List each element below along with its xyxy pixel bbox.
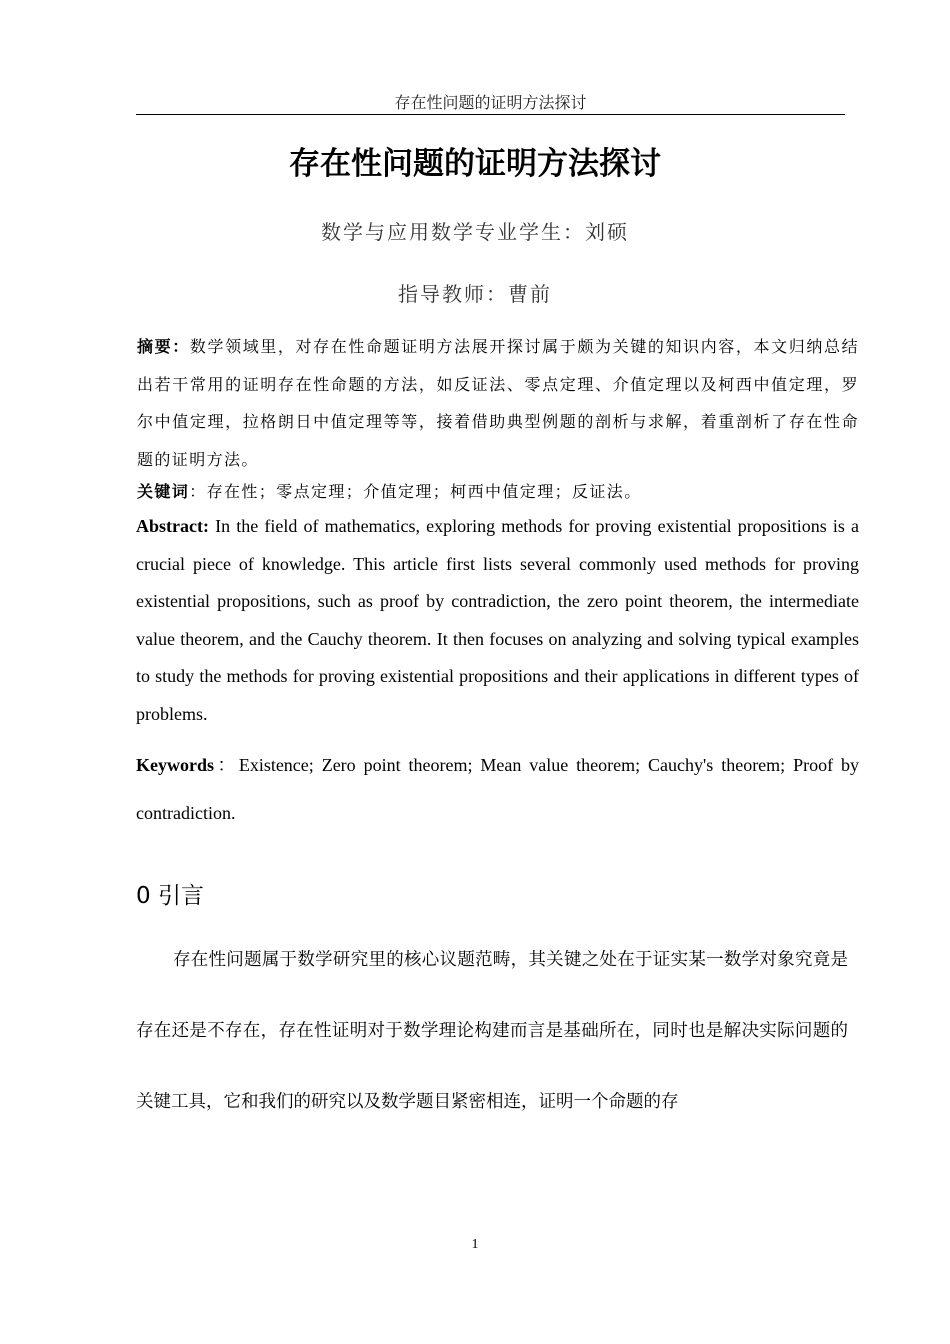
- abstract-chinese: [137, 328, 859, 478]
- keywords-english-label: Keywords: [136, 755, 214, 775]
- keywords-chinese: [137, 475, 859, 509]
- keywords-english: [136, 741, 859, 837]
- keywords-english-text: ：Existence; Zero point theorem; Mean value theorem; Cauchy's theorem; Proof by contradiction.: [136, 755, 859, 823]
- paper-title: 存在性问题的证明方法探讨: [289, 146, 661, 182]
- keywords-chinese-text: ：存在性；零点定理；介值定理；柯西中值定理；反证法。: [189, 482, 642, 501]
- abstract-english-label: Abstract:: [136, 516, 209, 536]
- section-heading-introduction: 0 引言: [136, 883, 204, 909]
- keywords-chinese-label: 关键词: [137, 482, 190, 501]
- abstract-chinese-text: 数学领域里，对存在性命题证明方法展开探讨属于颇为关键的知识内容，本文归纳总结出若干常用的证明存在性命题的方法，如反证法、零点定理、介值定理以及柯西中值定理，罗尔中值定理，拉格朗日中值定理等等，接着借助典型例题的剖析与求解，着重剖析了存在性命题的证明方法。: [137, 337, 860, 469]
- introduction-paragraph: 存在性问题属于数学研究里的核心议题范畴，其关键之处在于证实某一数学对象究竟是存在还是不存在，存在性证明对于数学理论构建而言是基础所在，同时也是解决实际问题的关键工具，它和我们的研究以及数学题目紧密相连，证明一个命题的存: [136, 950, 848, 1112]
- abstract-chinese-label: 摘要：: [137, 337, 190, 356]
- running-header: 存在性问题的证明方法探讨: [136, 92, 845, 115]
- page-number: 1: [471, 1237, 479, 1252]
- author-line: 数学与应用数学专业学生：刘硕: [321, 220, 629, 244]
- abstract-english-text: In the field of mathematics, exploring methods for proving existential propositions is a crucial piece of knowledge. This article first lists several commonly used methods for proving existential propositions, such as proof by contradiction, the zero point theorem, the intermediate value theorem, and the Cauchy theorem. It then focuses on analyzing and solving typical examples to study the methods for proving existential propositions and their applications in different types of problems.: [136, 516, 859, 724]
- abstract-english: [136, 508, 859, 733]
- advisor-line: 指导教师：曹前: [398, 282, 552, 306]
